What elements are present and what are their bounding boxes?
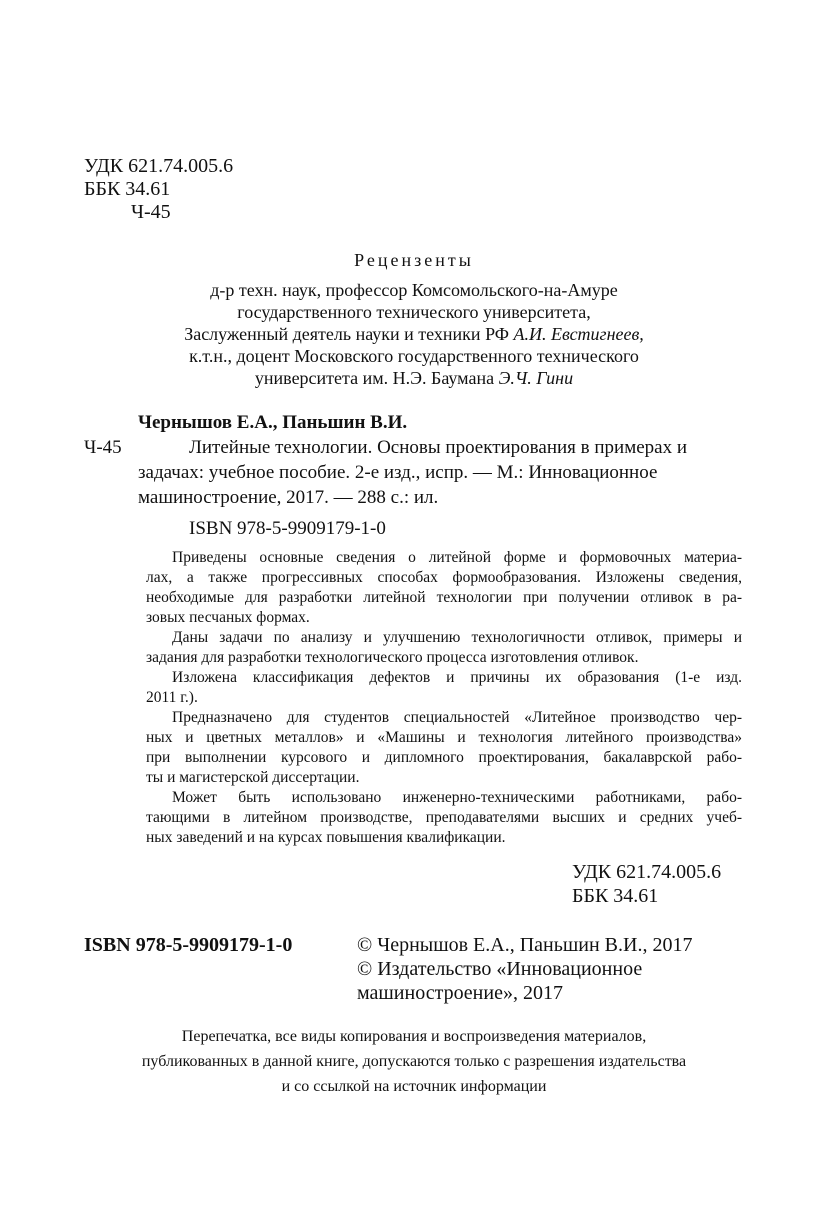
copyright-publisher: © Издательство «Инновационное <box>357 958 643 980</box>
annotation-line: тающими в литейном производстве, преподавателями высших и средних учеб- <box>146 809 742 826</box>
udk-code: УДК 621.74.005.6 <box>84 155 234 177</box>
annotation-line: Приведены основные сведения о литейной форме и формовочных материа- <box>172 549 742 566</box>
reviewer-name-2: Э.Ч. Гини <box>498 368 574 388</box>
footer-bbk-code: ББК 34.61 <box>572 885 659 907</box>
footer-udk-code: УДК 621.74.005.6 <box>572 861 722 883</box>
reviewer-name-1: А.И. Евстигнеев, <box>513 324 644 344</box>
annotation-line: Может быть использовано инженерно-техническими работниками, рабо- <box>172 789 742 806</box>
annotation-line: ных заведений и на курсах повышения квалификации. <box>146 829 506 846</box>
reviewer-line-5-text: университета им. Н.Э. Баумана <box>254 368 495 388</box>
annotation-line: зовых песчаных формах. <box>146 609 310 626</box>
reviewer-line-3 <box>0 323 828 345</box>
bbk-code: ББК 34.61 <box>84 178 171 200</box>
annotation-line: лах, а также прогрессивных способах формообразования. Изложены сведения, <box>146 569 742 586</box>
annotation-line: ных и цветных металлов» и «Машины и технология литейного производства» <box>146 729 742 746</box>
reviewer-line-5 <box>0 367 828 389</box>
annotation-line: Даны задачи по анализу и улучшению технологичности отливок, примеры и <box>172 629 742 646</box>
annotation-line: задания для разработки технологического процесса изготовления отливок. <box>146 649 639 666</box>
annotation-line: Изложена классификация дефектов и причины их образования (1-е изд. <box>172 669 742 686</box>
isbn-main: ISBN 978-5-9909179-1-0 <box>84 934 293 956</box>
bib-desc-line-1: Литейные технологии. Основы проектирования в примерах и <box>189 437 688 458</box>
annotation-line: ты и магистерской диссертации. <box>146 769 360 786</box>
annotation <box>146 548 742 848</box>
notice-line-1: Перепечатка, все виды копирования и воспроизведения материалов, <box>181 1028 647 1045</box>
copyright-publisher-cont: машиностроение», 2017 <box>357 982 563 1004</box>
reviewer-line-1: д-р техн. наук, профессор Комсомольского-на-Амуре <box>210 280 618 300</box>
copyright-authors: © Чернышов Е.А., Паньшин В.И., 2017 <box>357 934 693 956</box>
book-authors: Чернышов Е.А., Паньшин В.И. <box>138 412 408 433</box>
bib-isbn: ISBN 978-5-9909179-1-0 <box>189 518 386 539</box>
bib-desc-line-2: задачах: учебное пособие. 2-е изд., испр. — М.: Инновационное <box>138 462 658 483</box>
author-mark: Ч-45 <box>131 201 171 223</box>
annotation-line: при выполнении курсового и дипломного проектирования, бакалаврской рабо- <box>146 749 742 766</box>
reviewer-line-2: государственного технического университета, <box>237 302 591 322</box>
annotation-line: необходимые для разработки литейной технологии при получении отливок в ра- <box>146 589 742 606</box>
reviewer-line-3-text: Заслуженный деятель науки и техники РФ <box>184 324 509 344</box>
notice-line-2: публикованных в данной книге, допускаются только с разрешения издательства <box>141 1053 687 1070</box>
reviewers-title: Рецензенты <box>354 250 474 270</box>
bib-desc-line-3: машиностроение, 2017. — 288 с.: ил. <box>138 487 439 508</box>
annotation-line: 2011 г.). <box>146 689 198 706</box>
annotation-line: Предназначено для студентов специальностей «Литейное производство чер- <box>172 709 742 726</box>
bib-author-mark: Ч-45 <box>84 437 122 458</box>
notice-line-3: и со ссылкой на источник информации <box>281 1078 547 1095</box>
reviewer-line-4: к.т.н., доцент Московского государственного технического <box>189 346 639 366</box>
